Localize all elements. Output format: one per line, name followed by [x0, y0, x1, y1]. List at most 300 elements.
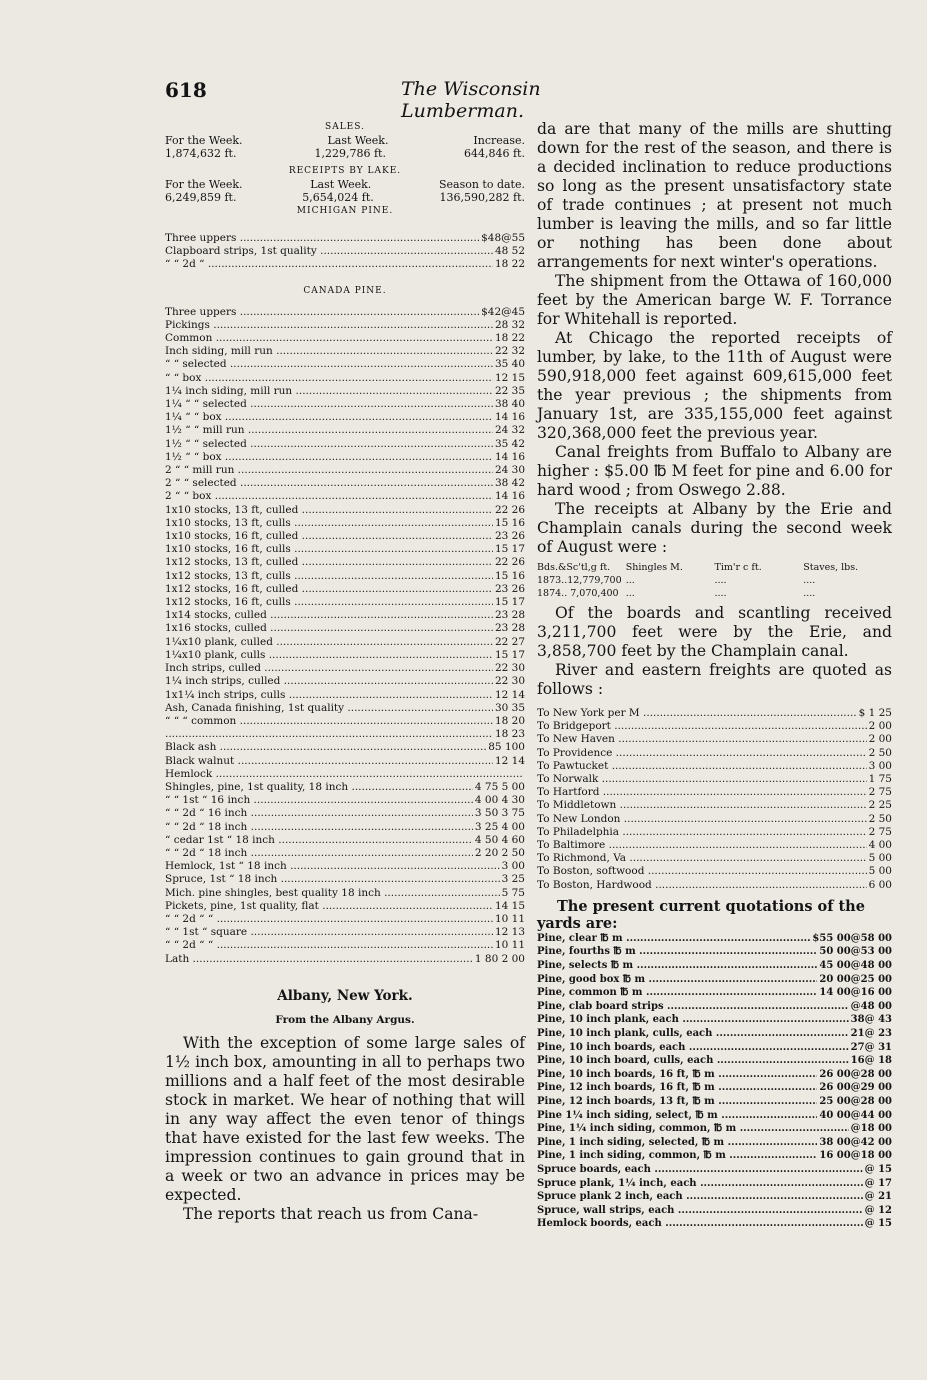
price-value: 5 75 [501, 886, 525, 899]
price-value: 22 30 [494, 662, 525, 675]
price-label: 1½ “ “ selected ..... [165, 438, 493, 451]
price-label: “ “ 1st “ square ..... [165, 926, 493, 939]
albany-heading: Albany, New York. [277, 987, 413, 1004]
price-value: 12 14 [494, 688, 525, 701]
table-row [537, 574, 892, 587]
table-cell: .... [803, 575, 816, 586]
price-value: 38@ 43 [850, 1014, 892, 1026]
price-label: 1½ “ “ mill run ..... [165, 424, 493, 437]
paragraph: The receipts at Albany by the Erie and Champlain canals during the second week of August were : [537, 500, 892, 556]
price-label: 1x16 stocks, culled ..... [165, 622, 493, 635]
price-row [537, 1136, 892, 1150]
price-row [165, 543, 525, 556]
price-row [165, 834, 525, 847]
price-label: “ “ 2d “ “ ..... [165, 913, 493, 926]
receipts-value: 6,249,859 ft. [165, 191, 237, 204]
price-row [165, 232, 525, 245]
price-label: 1¼x10 plank, culled ..... [165, 636, 493, 649]
price-value: @ 17 [864, 1177, 892, 1189]
price-row [165, 860, 525, 873]
price-label: Spruce plank, 1¼ inch, each ..... [537, 1177, 863, 1191]
price-row [165, 385, 525, 398]
price-row [537, 1163, 892, 1177]
price-value: 24 30 [494, 464, 525, 477]
price-value: 35 40 [494, 358, 525, 371]
price-row [165, 662, 525, 675]
price-row [165, 728, 525, 741]
price-label: Black ash ..... [165, 741, 486, 754]
receipts-value: 5,654,024 ft. [302, 191, 374, 204]
table-row [537, 587, 892, 600]
price-value: 38 42 [494, 477, 525, 490]
price-value: 2 20 2 50 [474, 846, 525, 859]
price-value: 18 20 [494, 714, 525, 727]
price-label: To Norwalk ..... [537, 773, 867, 786]
yards-heading: The present current quotations of the yards are: [537, 897, 865, 932]
price-row [165, 794, 525, 807]
paragraph: River and eastern freights are quoted as follows : [537, 661, 892, 698]
price-value: 2 25 [868, 799, 892, 812]
price-label: Pine, fourths ℔ m ..... [537, 945, 817, 959]
price-row [537, 1190, 892, 1204]
price-label: Pine, clab board strips ..... [537, 1000, 849, 1014]
price-row [165, 372, 525, 385]
price-label: To Bridgeport ..... [537, 720, 867, 733]
receipts-labels [165, 178, 525, 191]
price-value: 1 75 [868, 773, 892, 786]
price-row [537, 1054, 892, 1068]
price-value: 12 15 [494, 371, 525, 384]
price-value: 23 26 [494, 530, 525, 543]
price-value: $42@45 [481, 305, 525, 318]
price-value: 14 16 [494, 450, 525, 463]
price-label: 1¼ inch siding, mill run ..... [165, 385, 493, 398]
sales-value: 1,874,632 ft. [165, 147, 237, 160]
price-row [165, 517, 525, 530]
price-row [537, 852, 892, 865]
price-label: “ “ selected ..... [165, 358, 493, 371]
price-row [537, 1041, 892, 1055]
price-row [165, 411, 525, 424]
price-row [537, 1109, 892, 1123]
price-row [165, 245, 525, 258]
price-row [537, 1081, 892, 1095]
page-header [165, 78, 655, 122]
price-value: 20 00@25 00 [819, 973, 892, 985]
price-value: 2 75 [868, 786, 892, 799]
price-label: Inch strips, culled ..... [165, 662, 493, 675]
price-label: 1x12 stocks, 13 ft, culled ..... [165, 556, 493, 569]
price-row [165, 926, 525, 939]
table-cell: .... [803, 588, 816, 599]
price-value: 1 80 2 00 [474, 952, 525, 965]
price-row [537, 747, 892, 760]
price-label: 1¼ “ “ box ..... [165, 411, 493, 424]
price-row [537, 1095, 892, 1109]
price-value: 26 00@29 00 [819, 1082, 892, 1094]
price-row [537, 1122, 892, 1136]
price-row [165, 900, 525, 913]
price-label: To New London ..... [537, 813, 867, 826]
price-label: “ “ 2d “ 18 inch ..... [165, 847, 473, 860]
canada-price-list [165, 306, 525, 966]
price-label: To Boston, Hardwood ..... [537, 879, 867, 892]
price-row [537, 932, 892, 946]
price-label: 2 “ “ box ..... [165, 490, 493, 503]
price-row [165, 451, 525, 464]
price-row [165, 438, 525, 451]
price-label: 1x12 stocks, 13 ft, culls ..... [165, 570, 493, 583]
price-value: 12 14 [494, 754, 525, 767]
price-value: 18 23 [494, 728, 525, 741]
price-label: 1x12 stocks, 16 ft, culls ..... [165, 596, 493, 609]
price-row [165, 953, 525, 966]
price-value: @ 15 [864, 1218, 892, 1230]
price-value: 3 25 4 00 [474, 820, 525, 833]
freight-price-list [537, 707, 892, 892]
price-row [537, 799, 892, 812]
price-row [165, 258, 525, 271]
price-value: 2 50 [868, 812, 892, 825]
paragraph: Canal freights from Buffalo to Albany are higher : $5.00 ℔ M feet for pine and 6.00 for hard wood ; from Oswego 2.88. [537, 443, 892, 499]
price-label: Pine, 10 inch plank, culls, each ..... [537, 1027, 849, 1041]
price-value: $ 1 25 [858, 707, 892, 719]
price-row [165, 768, 525, 781]
price-label: Pine, 10 inch boards, 16 ft, ℔ m ..... [537, 1068, 817, 1082]
price-row [537, 986, 892, 1000]
price-label: 1½ “ “ box ..... [165, 451, 493, 464]
price-value: 5 00 [868, 865, 892, 878]
price-row [537, 879, 892, 892]
price-value: 18 22 [494, 332, 525, 345]
price-label: To Middletown ..... [537, 799, 867, 812]
price-row [165, 556, 525, 569]
price-value: 22 35 [494, 384, 525, 397]
receipts-value: 136,590,282 ft. [439, 191, 525, 204]
price-label [165, 728, 493, 741]
price-label: Clapboard strips, 1st quality ..... [165, 245, 493, 258]
price-row [537, 1068, 892, 1082]
price-value: 14 16 [494, 411, 525, 424]
table-header-cell: Bds.&Sc'tl,g ft. [537, 562, 611, 573]
table-header-cell: Tim'r c ft. [714, 562, 762, 573]
price-label: To New Haven ..... [537, 733, 867, 746]
sales-labels [165, 134, 525, 147]
price-label: To Hartford ..... [537, 786, 867, 799]
price-value: 38 00@42 00 [819, 1136, 892, 1148]
price-row [165, 873, 525, 886]
price-row [165, 741, 525, 754]
price-value: 40 00@44 00 [819, 1109, 892, 1121]
price-label: 1x10 stocks, 16 ft, culls ..... [165, 543, 493, 556]
price-value: 12 13 [494, 926, 525, 939]
price-row [537, 733, 892, 746]
sales-values [165, 147, 525, 160]
table-header-cell: Shingles M. [625, 562, 683, 573]
price-value: $55 00@58 00 [812, 932, 892, 944]
price-label: To Philadelphia ..... [537, 826, 867, 839]
price-value: 2 00 [868, 733, 892, 746]
price-label: Black walnut ..... [165, 755, 493, 768]
price-value: 50 00@53 00 [819, 946, 892, 958]
price-value: 3 00 [501, 860, 525, 873]
price-value: 22 32 [494, 345, 525, 358]
price-value: 15 17 [494, 543, 525, 556]
price-row [537, 1000, 892, 1014]
price-label: Pine, clear ℔ m ..... [537, 932, 810, 946]
page-number: 618 [165, 78, 207, 102]
price-value: 22 30 [494, 675, 525, 688]
yards-price-list [537, 932, 892, 1231]
price-label: To Baltimore ..... [537, 839, 867, 852]
price-value: 27@ 31 [850, 1041, 892, 1053]
price-value: 4 00 4 30 [474, 794, 525, 807]
price-value: $48@55 [481, 232, 525, 244]
price-value: @18 00 [850, 1123, 892, 1135]
table-cell: .... [714, 588, 727, 599]
price-value: 14 00@16 00 [819, 987, 892, 999]
price-row [165, 490, 525, 503]
table-cell: 1874.. 7,070,400 [537, 588, 619, 599]
price-row [165, 715, 525, 728]
table-cell: 1873..12,779,700 [537, 575, 622, 586]
price-label: “ “ 2d “ “ ..... [165, 939, 493, 952]
receipts-label: For the Week. [165, 178, 243, 191]
price-value: 14 16 [494, 490, 525, 503]
albany-paragraph-continued: The reports that reach us from Cana- [183, 1204, 479, 1223]
price-label: Hemlock ..... [165, 768, 523, 781]
price-row [537, 813, 892, 826]
price-label: 2 “ “ selected ..... [165, 477, 493, 490]
running-title: The Wisconsin Lumberman. [401, 78, 541, 122]
price-label: Ash, Canada finishing, 1st quality ..... [165, 702, 493, 715]
sales-label: For the Week. [165, 134, 243, 147]
price-label: Shingles, pine, 1st quality, 18 inch ..... [165, 781, 473, 794]
price-value: 10 11 [494, 939, 525, 952]
price-row [537, 865, 892, 878]
price-value: 21@ 23 [850, 1028, 892, 1039]
price-label: “ “ 1st “ 16 inch ..... [165, 794, 473, 807]
price-value: 35 42 [494, 437, 525, 450]
price-label: Inch siding, mill run ..... [165, 345, 493, 358]
price-row [165, 596, 525, 609]
receipts-label: Season to date. [438, 178, 525, 191]
price-row [537, 839, 892, 852]
price-row [537, 760, 892, 773]
receipts-label: Last Week. [310, 178, 372, 191]
price-value: 15 17 [494, 648, 525, 661]
price-value: @48 00 [850, 1000, 892, 1012]
price-row [165, 675, 525, 688]
price-label: Pine, good box ℔ m ..... [537, 973, 817, 987]
price-value: 3 00 [868, 759, 892, 772]
price-label: 1x12 stocks, 16 ft, culled ..... [165, 583, 493, 596]
price-label: To Providence ..... [537, 747, 867, 760]
sales-heading: SALES. [325, 122, 365, 132]
price-label: 1x10 stocks, 13 ft, culled ..... [165, 504, 493, 517]
price-row [165, 358, 525, 371]
price-row [537, 959, 892, 973]
price-value: 18 22 [494, 258, 525, 271]
price-row [165, 887, 525, 900]
price-value: 14 15 [494, 899, 525, 912]
receipts-heading: RECEIPTS BY LAKE. [288, 166, 402, 176]
price-value: 23 26 [494, 582, 525, 595]
price-row [537, 1204, 892, 1218]
price-label: Mich. pine shingles, best quality 18 inch ..... [165, 887, 500, 900]
price-label: 1¼x10 plank, culls ..... [165, 649, 493, 662]
price-label: “ “ 2d “ 18 inch ..... [165, 821, 473, 834]
price-row [537, 1149, 892, 1163]
price-row [537, 720, 892, 733]
price-label: “ “ box ..... [165, 372, 493, 385]
price-row [537, 945, 892, 959]
table-header [537, 561, 892, 574]
price-row [165, 913, 525, 926]
table-cell: ... [625, 588, 635, 599]
price-row [537, 1027, 892, 1041]
price-row [165, 583, 525, 596]
price-label: “ “ “ common ..... [165, 715, 493, 728]
price-row [165, 398, 525, 411]
price-row [165, 622, 525, 635]
price-value: 15 16 [494, 569, 525, 582]
sales-label: Last Week. [327, 134, 389, 147]
price-value: 30 35 [494, 701, 525, 714]
canal-receipts-table [537, 561, 892, 600]
paragraph: Of the boards and scantling received 3,211,700 feet were by the Erie, and 3,858,700 feet by the Champlain canal. [537, 604, 892, 660]
price-value: 3 50 3 75 [474, 807, 525, 820]
price-value: 10 11 [494, 912, 525, 925]
price-row [165, 755, 525, 768]
price-label: Pine, 12 inch boards, 13 ft, ℔ m ..... [537, 1095, 817, 1109]
price-row [165, 345, 525, 358]
price-label: Pine, 1 inch siding, selected, ℔ m ..... [537, 1136, 817, 1150]
price-value: 85 100 [488, 741, 525, 754]
paragraph: da are that many of the mills are shutting down for the rest of the season, and there is a decided inclination to reduce productions so long as the present unsatisfactory state of trade continues ; at present not much lumber is leaving the mills, and so far little or nothing has been done about arrangements for next winter's operations. [537, 120, 892, 271]
price-label: “ “ 2d “ ..... [165, 258, 493, 271]
table-cell: .... [714, 575, 727, 586]
price-label: Spruce plank 2 inch, each ..... [537, 1190, 863, 1204]
price-row [165, 781, 525, 794]
price-label: Hemlock, 1st “ 18 inch ..... [165, 860, 500, 873]
price-label: Pine 1¼ inch siding, select, ℔ m ..... [537, 1109, 817, 1123]
price-value: 4 00 [868, 839, 892, 852]
price-row [165, 424, 525, 437]
price-label: 1x14 stocks, culled ..... [165, 609, 493, 622]
price-label: “ cedar 1st “ 18 inch ..... [165, 834, 473, 847]
price-value: 3 25 [501, 873, 525, 886]
price-label: Pine, 12 inch boards, 16 ft, ℔ m ..... [537, 1081, 817, 1095]
receipts-values [165, 191, 525, 204]
price-row [165, 332, 525, 345]
michigan-price-list [165, 232, 525, 272]
price-label: To Pawtucket ..... [537, 760, 867, 773]
price-label: 1x10 stocks, 13 ft, culls ..... [165, 517, 493, 530]
price-value: 15 17 [494, 596, 525, 609]
price-label: Pine, common ℔ m ..... [537, 986, 817, 1000]
price-value: 4 50 4 60 [474, 833, 525, 846]
price-label: Pickets, pine, 1st quality, flat ..... [165, 900, 493, 913]
albany-paragraph: With the exception of some large sales of 1½ inch box, amounting in all to perhaps two millions and a half feet of the most desirable stock in market. We hear of nothing that will in any way affect the even tenor of things that have existed for the last few weeks. The impression continues to gain ground that in a week or two an advance in prices may be expected. [165, 1033, 525, 1204]
price-row [165, 609, 525, 622]
table-header-cell: Staves, lbs. [803, 562, 859, 573]
price-row [165, 821, 525, 834]
price-value: 23 28 [494, 622, 525, 635]
price-label: 2 “ “ mill run ..... [165, 464, 493, 477]
price-label: Spruce, 1st “ 18 inch ..... [165, 873, 500, 886]
table-cell: ... [625, 575, 635, 586]
price-label: Pine, 10 inch plank, each ..... [537, 1013, 849, 1027]
price-row [165, 689, 525, 702]
price-row [537, 707, 892, 720]
price-row [537, 786, 892, 799]
price-label: 1¼ “ “ selected ..... [165, 398, 493, 411]
price-value: 22 27 [494, 635, 525, 648]
price-value: 2 50 [868, 746, 892, 759]
price-row [165, 847, 525, 860]
michigan-heading: MICHIGAN PINE. [296, 206, 394, 216]
price-label: Spruce boards, each ..... [537, 1163, 863, 1177]
price-value: 22 26 [494, 556, 525, 569]
price-row [165, 570, 525, 583]
price-label: Pine, 1 inch siding, common, ℔ m ..... [537, 1149, 817, 1163]
price-row [165, 807, 525, 820]
paragraph: At Chicago the reported receipts of lumber, by lake, to the 11th of August were 590,918,000 feet against 609,615,000 feet the year previous ; the shipments from January 1st, are 335,155,000 feet against 320,368,000 feet the previous year. [537, 329, 892, 442]
price-label: Hemlock boords, each ..... [537, 1217, 863, 1231]
price-row [537, 826, 892, 839]
price-value: 16 00@18 00 [819, 1150, 892, 1162]
price-row [537, 773, 892, 786]
albany-source: From the Albany Argus. [275, 1013, 415, 1026]
price-row [165, 702, 525, 715]
price-label: 1x10 stocks, 16 ft, culled ..... [165, 530, 493, 543]
paragraph: The shipment from the Ottawa of 160,000 feet by the American barge W. F. Torrance for Whitehall is reported. [537, 272, 892, 328]
price-row [165, 504, 525, 517]
price-row [165, 649, 525, 662]
price-row [165, 477, 525, 490]
price-value [523, 768, 525, 781]
price-row [537, 1013, 892, 1027]
price-label: Pine, selects ℔ m ..... [537, 959, 817, 973]
left-column [165, 120, 525, 1224]
price-label: To New York per M ..... [537, 707, 857, 720]
right-column [537, 120, 892, 1231]
price-value: 4 75 5 00 [474, 780, 525, 793]
price-label: “ “ 2d “ 16 inch ..... [165, 807, 473, 820]
price-value: 48 52 [494, 245, 525, 258]
price-label: Three uppers ..... [165, 232, 479, 245]
price-label: Pine, 1¼ inch siding, common, ℔ m ..... [537, 1122, 849, 1136]
price-label: Spruce, wall strips, each ..... [537, 1204, 863, 1218]
canada-heading: CANADA PINE. [303, 285, 387, 296]
price-value: 26 00@28 00 [819, 1068, 892, 1080]
price-value: 45 00@48 00 [819, 960, 892, 972]
price-row [165, 306, 525, 319]
price-value: @ 12 [864, 1204, 892, 1216]
price-label: 1¼ inch strips, culled ..... [165, 675, 493, 688]
price-row [537, 1177, 892, 1191]
price-value: 2 00 [868, 720, 892, 733]
price-row [165, 636, 525, 649]
price-value: 2 75 [868, 825, 892, 838]
price-row [165, 939, 525, 952]
price-value: @ 15 [864, 1163, 892, 1175]
price-label: Pickings ..... [165, 319, 493, 332]
price-value: 5 00 [868, 852, 892, 865]
price-row [165, 319, 525, 332]
price-value: 28 32 [494, 318, 525, 331]
